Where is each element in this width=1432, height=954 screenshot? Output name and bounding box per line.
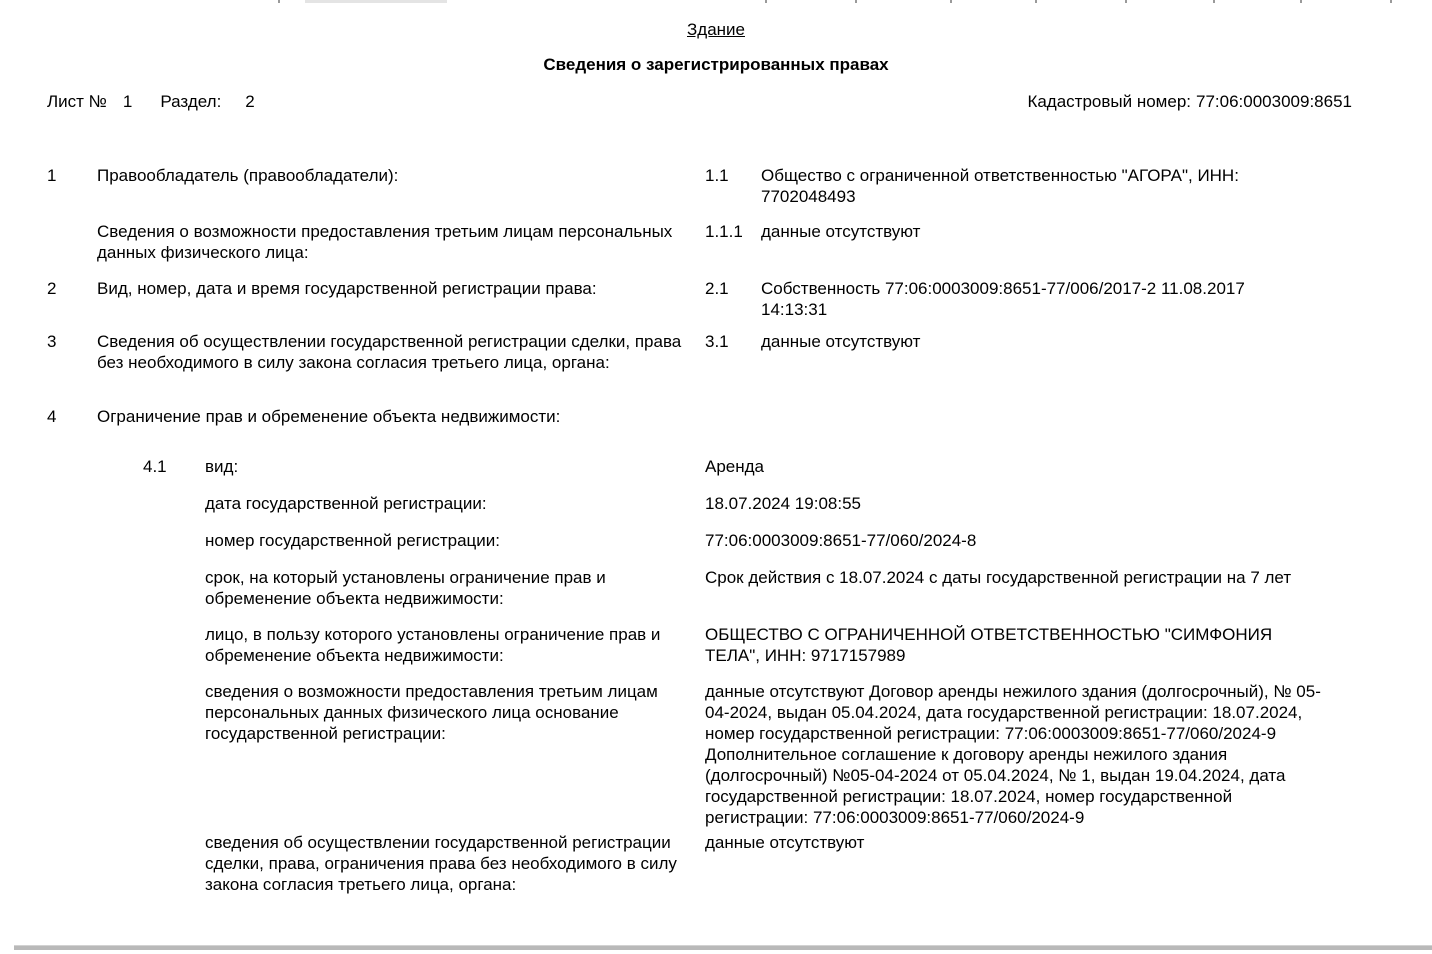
row-label: Сведения об осуществлении государственной регистрации сделки, права без необходимого в силу закона согласия третьего лица, органа: bbox=[97, 332, 682, 372]
row-number: 2 bbox=[47, 279, 57, 298]
row-sub-number: 2.1 bbox=[705, 279, 729, 298]
row-value: данные отсутствуют bbox=[705, 833, 865, 852]
horizontal-scrollbar[interactable] bbox=[14, 945, 1432, 950]
rights-table bbox=[0, 165, 1432, 895]
row-number: 1 bbox=[47, 166, 57, 185]
row-value: 77:06:0003009:8651-77/060/2024-8 bbox=[705, 531, 977, 550]
text-remnant-tick bbox=[1125, 0, 1127, 3]
row-value: 18.07.2024 19:08:55 bbox=[705, 494, 861, 513]
sheet-label: Лист № bbox=[47, 92, 107, 111]
subrow-deal-registration bbox=[143, 832, 1402, 895]
cadastral-info bbox=[1027, 91, 1352, 112]
row-value: Аренда bbox=[705, 457, 765, 476]
row-value: ОБЩЕСТВО С ОГРАНИЧЕННОЙ ОТВЕТСТВЕННОСТЬЮ "СИМФОНИЯ ТЕЛА", ИНН: 9717157989 bbox=[705, 625, 1273, 665]
subrow-reg-date bbox=[143, 493, 1402, 514]
row-value: Срок действия с 18.07.2024 с даты государственной регистрации на 7 лет bbox=[705, 568, 1292, 587]
table-row-2 bbox=[47, 278, 1402, 320]
cadastral-number: 77:06:0003009:8651 bbox=[1196, 92, 1352, 111]
row-number: 4 bbox=[47, 407, 57, 426]
table-row-1-1-1 bbox=[47, 221, 1402, 263]
row-label: дата государственной регистрации: bbox=[205, 494, 487, 513]
subrow-vid bbox=[143, 456, 1402, 477]
sheet-number: 1 bbox=[122, 92, 133, 111]
subrow-term bbox=[143, 567, 1402, 609]
table-row-1 bbox=[47, 165, 1402, 207]
text-remnant-tick bbox=[1035, 0, 1037, 3]
text-remnant-tick bbox=[765, 0, 767, 3]
section-label: Раздел: bbox=[160, 92, 222, 111]
row-number: 3 bbox=[47, 332, 57, 351]
table-row-3 bbox=[47, 331, 1402, 373]
subrow-reg-number bbox=[143, 530, 1402, 551]
text-remnant-tick bbox=[1213, 0, 1215, 3]
row-label: Вид, номер, дата и время государственной регистрации права: bbox=[97, 279, 597, 298]
row-label: Ограничение прав и обременение объекта недвижимости: bbox=[97, 407, 561, 426]
row-sub-number: 1.1 bbox=[705, 166, 729, 185]
row-label: вид: bbox=[205, 457, 239, 476]
cropped-highlight-artifact bbox=[305, 0, 447, 3]
row-label: Сведения о возможности предоставления третьим лицам персональных данных физического лица: bbox=[97, 222, 673, 262]
text-remnant-tick bbox=[278, 0, 280, 3]
meta-row bbox=[0, 91, 1432, 112]
cadastral-label: Кадастровый номер: bbox=[1027, 92, 1191, 111]
row-label: сведения об осуществлении государственной регистрации сделки, права, ограничения права без необходимого в силу закона согласия третьего лица, органа: bbox=[205, 833, 677, 894]
section-number: 2 bbox=[245, 92, 255, 111]
row-sub-number: 1.1.1 bbox=[705, 222, 743, 241]
table-row-4 bbox=[47, 406, 1402, 427]
row-value: данные отсутствуют bbox=[761, 332, 921, 351]
row-label: номер государственной регистрации: bbox=[205, 531, 500, 550]
row-value: Общество с ограниченной ответственностью "АГОРА", ИНН: 7702048493 bbox=[761, 166, 1239, 206]
row-label: Правообладатель (правообладатели): bbox=[97, 166, 399, 185]
row-value: данные отсутствуют Договор аренды нежилого здания (долгосрочный), № 05-04-2024, выдан 05.04.2024, дата государственной регистрации: 18.07.2024, номер государственной регистрации: 77:06:0003009:8651-77/060/2024-9 Дополнительное соглашение к договору аренды нежилого здания (долгосрочный) №05-04-2024 от 05.04.2024, № 1, выдан 19.04.2024, дата государственной регистрации: 18.07.2024, номер государственной регистрации: 77:06:0003009:8651-77/060/2024-9 bbox=[705, 682, 1321, 827]
text-remnant-tick bbox=[1300, 0, 1302, 3]
cropped-row-artifact bbox=[0, 0, 1432, 4]
row-sub-number: 3.1 bbox=[705, 332, 729, 351]
sheet-section-info bbox=[47, 91, 255, 112]
text-remnant-tick bbox=[950, 0, 952, 3]
row-label: лицо, в пользу которого установлены ограничение прав и обременение объекта недвижимости: bbox=[205, 625, 661, 665]
row-value: данные отсутствуют bbox=[761, 222, 921, 241]
subrow-basis bbox=[143, 681, 1402, 828]
subrow-beneficiary bbox=[143, 624, 1402, 666]
row-value: Собственность 77:06:0003009:8651-77/006/2017-2 11.08.2017 14:13:31 bbox=[761, 279, 1245, 319]
page-title: Сведения о зарегистрированных правах bbox=[543, 55, 889, 74]
row-label: срок, на который установлены ограничение прав и обременение объекта недвижимости: bbox=[205, 568, 606, 608]
row-label: сведения о возможности предоставления третьим лицам персональных данных физического лица основание государственной регистрации: bbox=[205, 682, 658, 743]
subsection-number: 4.1 bbox=[143, 457, 167, 476]
text-remnant-tick bbox=[1390, 0, 1392, 3]
text-remnant-tick bbox=[855, 0, 857, 3]
object-type-heading: Здание bbox=[687, 20, 745, 39]
